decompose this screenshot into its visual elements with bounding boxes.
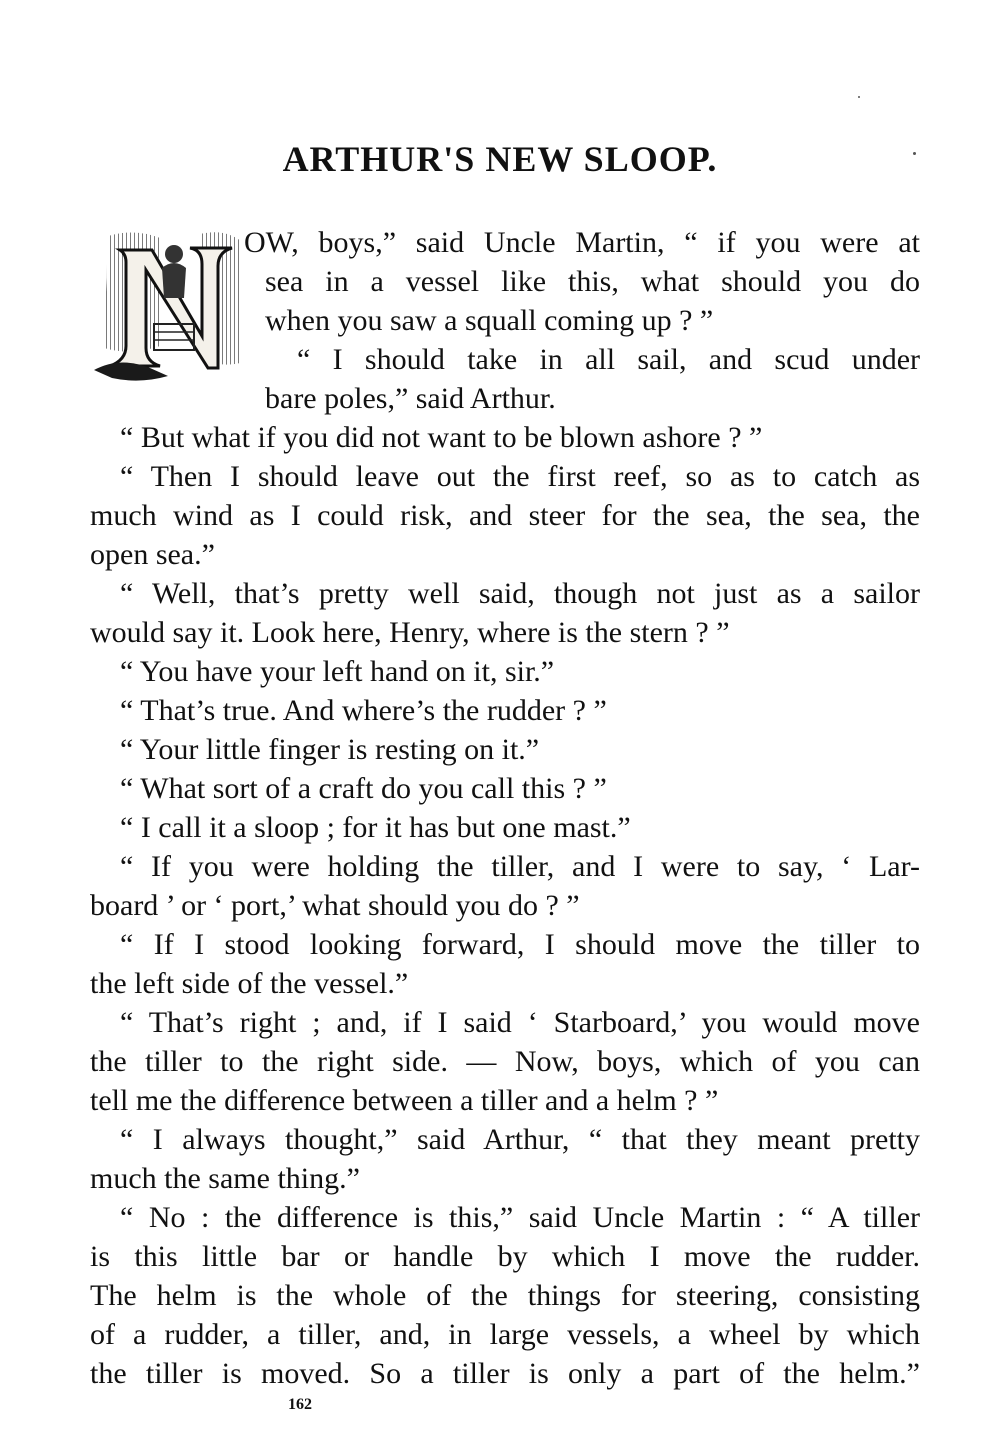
text-line: open sea.” <box>90 538 215 571</box>
drop-cap-illustration <box>90 228 250 383</box>
text-line: is this little bar or handle by which I move the rudder. <box>90 1240 920 1273</box>
text-line: “ Well, that’s pretty well said, though not just as a sailor <box>120 577 920 610</box>
text-line: much wind as I could risk, and steer for the sea, the sea, the <box>90 499 920 532</box>
text-line: “ Your little finger is resting on it.” <box>120 733 540 766</box>
text-line: the tiller is moved. So a tiller is only a part of the helm.” <box>90 1357 920 1390</box>
text-line: sea in a vessel like this, what should you do <box>265 265 920 298</box>
text-line: “ That’s right ; and, if I said ‘ Starboard,’ you would move <box>120 1006 920 1039</box>
text-line: tell me the difference between a tiller and a helm ? ” <box>90 1084 719 1117</box>
text-line: the tiller to the right side. — Now, boys, which of you can <box>90 1045 920 1078</box>
text-line: bare poles,” said Arthur. <box>265 382 556 415</box>
text-line: “ You have your left hand on it, sir.” <box>120 655 555 688</box>
text-line: OW, boys,” said Uncle Martin, “ if you were at <box>244 226 920 259</box>
text-line: “ If you were holding the tiller, and I were to say, ‘ Lar- <box>120 850 920 883</box>
text-line: “ Then I should leave out the first reef, so as to catch as <box>120 460 920 493</box>
text-line: “ No : the difference is this,” said Uncle Martin : “ A tiller <box>120 1201 920 1234</box>
text-line: of a rudder, a tiller, and, in large vessels, a wheel by which <box>90 1318 920 1351</box>
text-line: much the same thing.” <box>90 1162 360 1195</box>
text-line: “ What sort of a craft do you call this ? ” <box>120 772 607 805</box>
page-number: 162 <box>288 1396 312 1413</box>
text-line: “ But what if you did not want to be blown ashore ? ” <box>120 421 763 454</box>
text-line: “ I should take in all sail, and scud under <box>297 343 920 376</box>
text-line: “ That’s true. And where’s the rudder ? ” <box>120 694 607 727</box>
text-line: “ I call it a sloop ; for it has but one mast.” <box>120 811 631 844</box>
text-line: the left side of the vessel.” <box>90 967 409 1000</box>
text-line: when you saw a squall coming up ? ” <box>265 304 714 337</box>
text-line: would say it. Look here, Henry, where is the stern ? ” <box>90 616 730 649</box>
chapter-title: ARTHUR'S NEW SLOOP. <box>282 139 718 179</box>
text-line: The helm is the whole of the things for steering, consisting <box>90 1279 920 1312</box>
print-speck <box>858 96 860 98</box>
text-line: “ If I stood looking forward, I should move the tiller to <box>120 928 920 961</box>
text-line: board ’ or ‘ port,’ what should you do ? ” <box>90 889 580 922</box>
text-line: “ I always thought,” said Arthur, “ that they meant pretty <box>120 1123 920 1156</box>
